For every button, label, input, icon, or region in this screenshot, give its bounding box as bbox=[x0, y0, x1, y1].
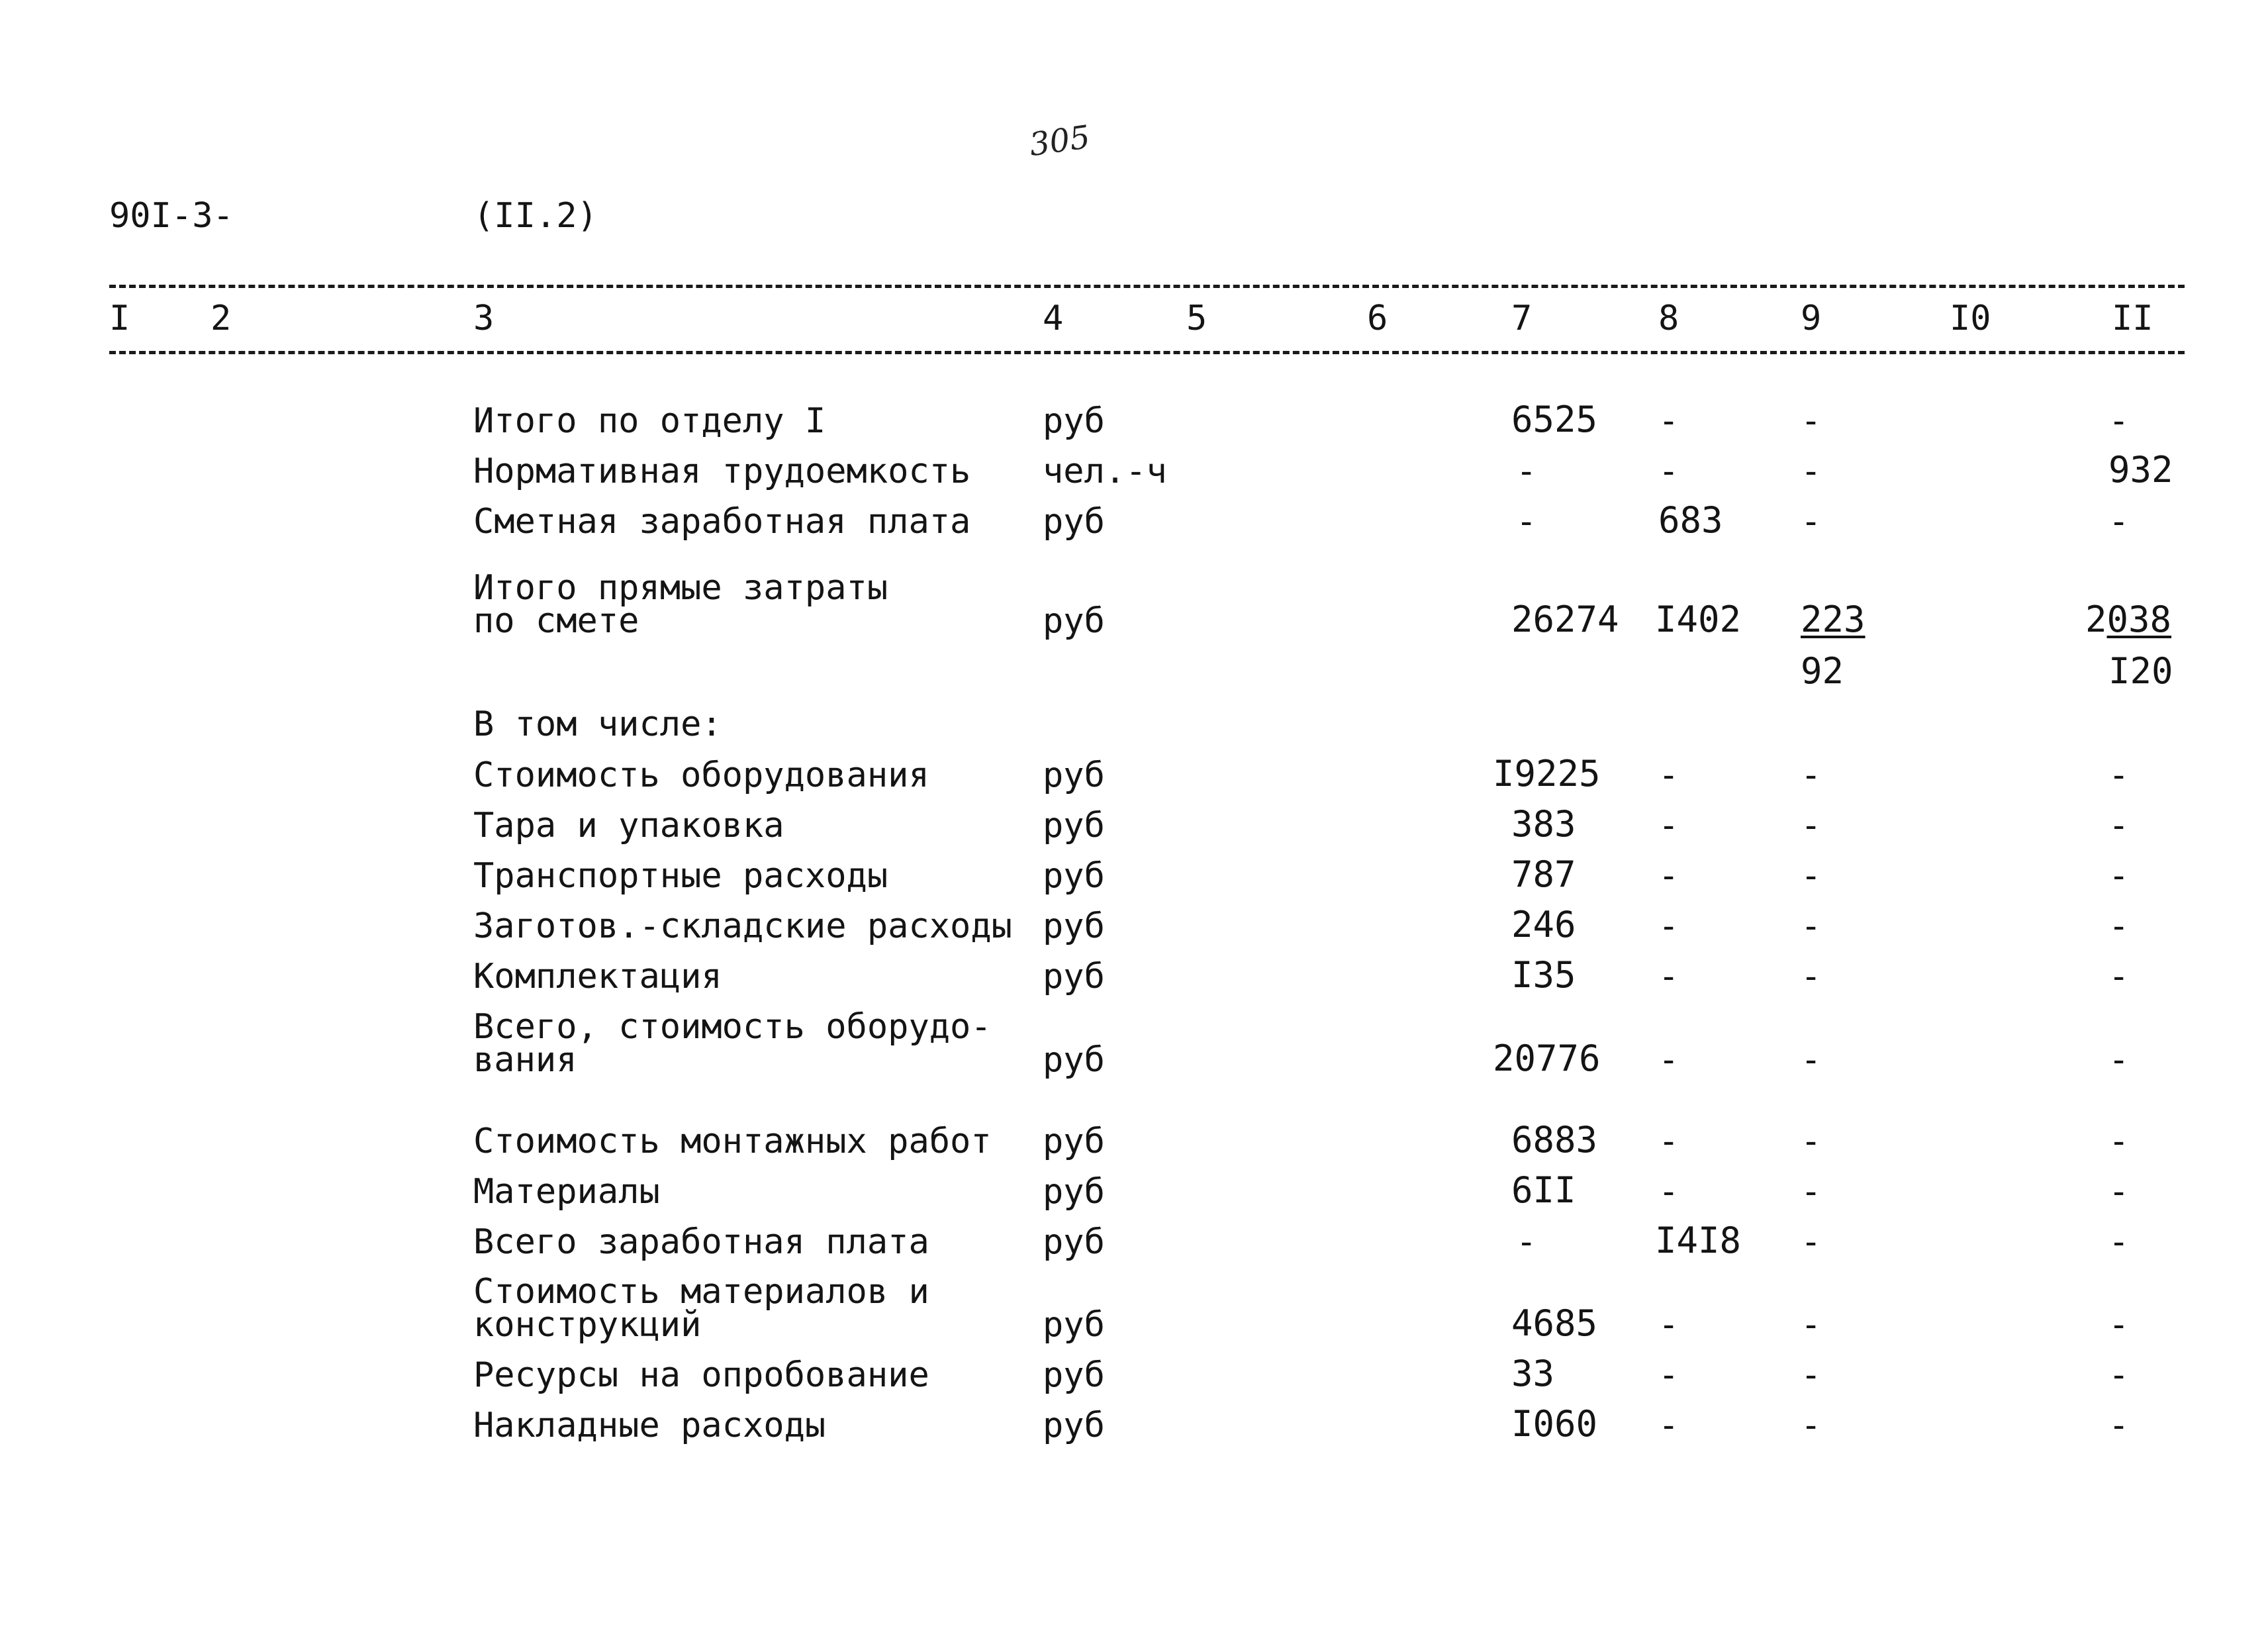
cell-col11: - bbox=[2108, 957, 2130, 996]
row-name: Стоимость монтажных работ bbox=[473, 1122, 992, 1161]
cell-col9: - bbox=[1801, 1172, 1822, 1212]
header-top-rule bbox=[109, 285, 2185, 288]
cell-col8: - bbox=[1658, 452, 1679, 491]
row-subheading: В том числе: bbox=[473, 704, 722, 744]
row-unit: руб bbox=[1043, 1406, 1105, 1445]
row-name-line2: вания bbox=[473, 1040, 577, 1080]
cell-col8: - bbox=[1658, 755, 1679, 795]
cell-col11: - bbox=[2108, 856, 2130, 896]
column-header-5: 5 bbox=[1186, 299, 1207, 338]
row-unit: руб bbox=[1043, 1222, 1105, 1262]
cell-col11: - bbox=[2108, 1040, 2130, 1080]
cell-col9: - bbox=[1801, 957, 1822, 996]
row-name: Нормативная трудоемкость bbox=[473, 452, 971, 491]
cell-col8: - bbox=[1658, 1040, 1679, 1080]
cell-col8: - bbox=[1658, 1305, 1679, 1345]
row-name: Всего заработная плата bbox=[473, 1222, 929, 1262]
cell-col11-numerator-prefix: 2 bbox=[2085, 599, 2107, 640]
cell-col7: I060 bbox=[1511, 1403, 1598, 1445]
handwritten-page-number: 305 bbox=[1027, 118, 1093, 164]
cell-col8: - bbox=[1658, 906, 1679, 946]
cell-col7: 383 bbox=[1511, 803, 1576, 845]
row-name: Комплектация bbox=[473, 957, 722, 996]
cell-col7: - bbox=[1516, 1222, 1537, 1262]
column-header-2: 2 bbox=[211, 299, 232, 338]
row-name: Тара и упаковка bbox=[473, 806, 784, 845]
cell-col11-numerator-rest: 038 bbox=[2106, 599, 2172, 640]
cell-col9: - bbox=[1801, 1355, 1822, 1395]
cell-col7: 33 bbox=[1511, 1353, 1555, 1394]
row-name-line1: Итого прямые затраты bbox=[473, 568, 888, 608]
cell-col7: 26274 bbox=[1511, 599, 1619, 640]
cell-col8: I4I8 bbox=[1655, 1220, 1742, 1261]
cell-col9: - bbox=[1801, 401, 1822, 441]
column-header-4: 4 bbox=[1043, 299, 1064, 338]
cell-col7: 787 bbox=[1511, 853, 1576, 895]
cell-col9: - bbox=[1801, 906, 1822, 946]
row-name-line2: конструкций bbox=[473, 1305, 702, 1345]
cell-col8: - bbox=[1658, 856, 1679, 896]
cell-col8: I402 bbox=[1655, 599, 1742, 640]
cell-col11-numerator bbox=[2085, 599, 2172, 640]
column-header-9: 9 bbox=[1801, 299, 1822, 338]
row-unit: руб bbox=[1043, 1040, 1105, 1080]
cell-col9-numerator: 223 bbox=[1801, 599, 1866, 640]
cell-col11: - bbox=[2108, 906, 2130, 946]
cell-col11-denominator: I20 bbox=[2108, 650, 2173, 692]
cell-col11: - bbox=[2108, 806, 2130, 845]
cell-col9: - bbox=[1801, 1040, 1822, 1080]
cell-col11: - bbox=[2108, 1305, 2130, 1345]
cell-col9: - bbox=[1801, 1222, 1822, 1262]
cell-col7: I35 bbox=[1511, 954, 1576, 996]
column-header-10: I0 bbox=[1950, 299, 1991, 338]
cell-col9: - bbox=[1801, 452, 1822, 491]
cell-col7: I9225 bbox=[1493, 753, 1601, 795]
cell-col11: - bbox=[2108, 502, 2130, 542]
row-unit: руб bbox=[1043, 401, 1105, 441]
cell-col7: 6II bbox=[1511, 1169, 1576, 1211]
row-unit: руб bbox=[1043, 806, 1105, 845]
column-header-3: 3 bbox=[473, 299, 495, 338]
row-unit: руб bbox=[1043, 1305, 1105, 1345]
row-unit: руб bbox=[1043, 906, 1105, 946]
row-unit: руб bbox=[1043, 502, 1105, 542]
cell-col11: 932 bbox=[2108, 449, 2173, 491]
cell-col9: - bbox=[1801, 1305, 1822, 1345]
cell-col7: 20776 bbox=[1493, 1038, 1601, 1079]
row-name: Итого по отделу I bbox=[473, 401, 826, 441]
cell-col9: - bbox=[1801, 856, 1822, 896]
cell-col8: 683 bbox=[1658, 499, 1723, 541]
row-name: Материалы bbox=[473, 1172, 660, 1212]
row-name: Транспортные расходы bbox=[473, 856, 888, 896]
header-bottom-rule bbox=[109, 351, 2185, 354]
column-header-7: 7 bbox=[1511, 299, 1533, 338]
cell-col8: - bbox=[1658, 1122, 1679, 1161]
cell-col8: - bbox=[1658, 401, 1679, 441]
row-name: Накладные расходы bbox=[473, 1406, 826, 1445]
column-header-1: I bbox=[109, 299, 130, 338]
row-name: Ресурсы на опробование bbox=[473, 1355, 929, 1395]
row-unit: чел.-ч bbox=[1043, 452, 1167, 491]
cell-col11: - bbox=[2108, 1172, 2130, 1212]
row-unit: руб bbox=[1043, 957, 1105, 996]
section-number: (II.2) bbox=[473, 196, 598, 236]
column-header-8: 8 bbox=[1658, 299, 1679, 338]
cell-col11: - bbox=[2108, 1122, 2130, 1161]
cell-col11: - bbox=[2108, 755, 2130, 795]
row-name: Стоимость оборудования bbox=[473, 755, 929, 795]
cell-col9: - bbox=[1801, 1406, 1822, 1445]
cell-col8: - bbox=[1658, 806, 1679, 845]
cell-col8: - bbox=[1658, 1406, 1679, 1445]
row-name: Заготов.-складские расходы bbox=[473, 906, 1012, 946]
row-unit: руб bbox=[1043, 1172, 1105, 1212]
row-name-line1: Стоимость материалов и bbox=[473, 1272, 929, 1312]
row-name: Сметная заработная плата bbox=[473, 502, 971, 542]
row-unit: руб bbox=[1043, 755, 1105, 795]
cell-col9: - bbox=[1801, 1122, 1822, 1161]
cell-col8: - bbox=[1658, 957, 1679, 996]
cell-col7: 6525 bbox=[1511, 399, 1598, 440]
row-unit: руб bbox=[1043, 601, 1105, 641]
cell-col9: - bbox=[1801, 806, 1822, 845]
row-name-line1: Всего, стоимость оборудо- bbox=[473, 1007, 992, 1047]
cell-col11: - bbox=[2108, 1355, 2130, 1395]
cell-col11: - bbox=[2108, 1222, 2130, 1262]
cell-col9-denominator: 92 bbox=[1801, 650, 1844, 692]
cell-col8: - bbox=[1658, 1355, 1679, 1395]
cell-col11: - bbox=[2108, 401, 2130, 441]
row-unit: руб bbox=[1043, 856, 1105, 896]
cell-col11: - bbox=[2108, 1406, 2130, 1445]
column-header-11: II bbox=[2112, 299, 2153, 338]
cell-col7: 6883 bbox=[1511, 1119, 1598, 1161]
row-unit: руб bbox=[1043, 1355, 1105, 1395]
cell-col7: - bbox=[1516, 452, 1537, 491]
cell-col9: - bbox=[1801, 502, 1822, 542]
document-code: 90I-3- bbox=[109, 196, 234, 236]
row-name-line2: по смете bbox=[473, 601, 639, 641]
cell-col7: - bbox=[1516, 502, 1537, 542]
cell-col7: 4685 bbox=[1511, 1302, 1598, 1344]
cell-col8: - bbox=[1658, 1172, 1679, 1212]
row-unit: руб bbox=[1043, 1122, 1105, 1161]
column-header-6: 6 bbox=[1367, 299, 1388, 338]
cell-col7: 246 bbox=[1511, 904, 1576, 945]
cell-col9: - bbox=[1801, 755, 1822, 795]
